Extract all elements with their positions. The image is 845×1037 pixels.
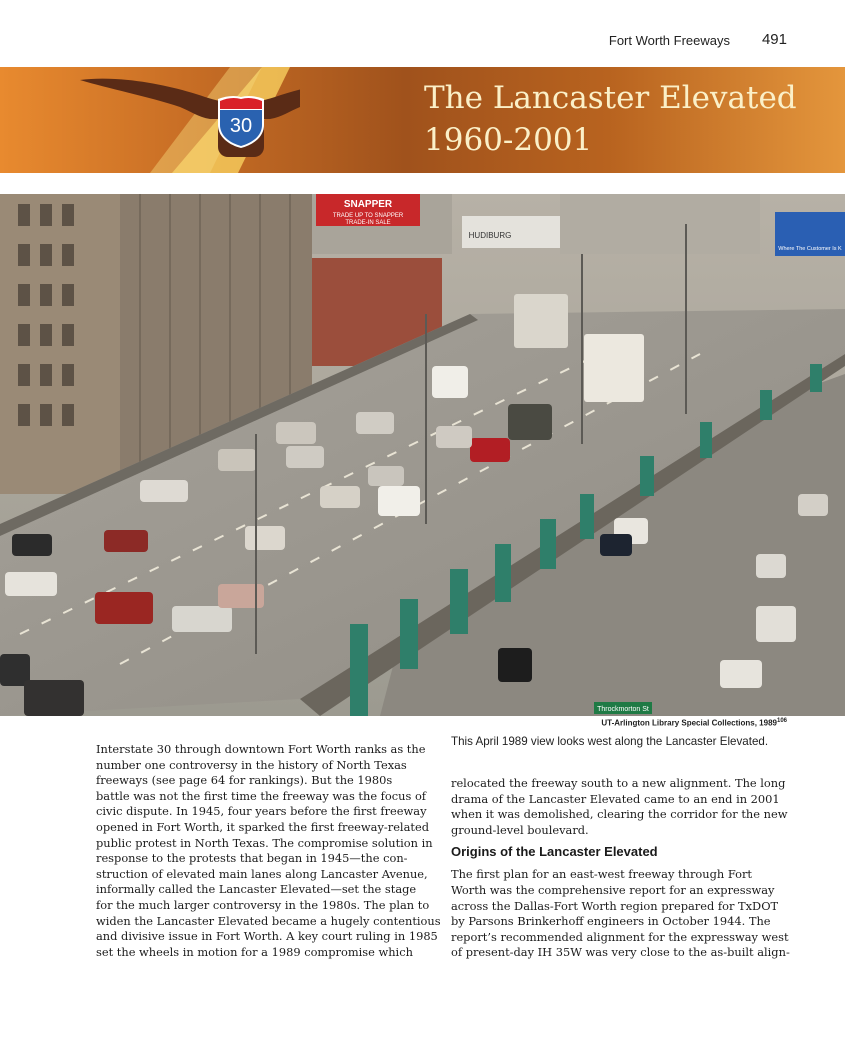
body-line: The first plan for an east-west freeway through Fort: [451, 867, 752, 882]
body-line: widen the Lancaster Elevated became a hugely contentious: [96, 913, 441, 928]
body-line: for the much larger controversy in the 1980s. The plan to: [96, 897, 430, 912]
body-line: by Parsons Brinkerhoff engineers in October 1944. The: [451, 914, 771, 929]
body-line: struction of elevated main lanes along Lancaster Avenue,: [96, 866, 428, 881]
svg-text:SNAPPER: SNAPPER: [343, 199, 393, 210]
body-line: across the Dallas-Fort Worth region prepared for TxDOT: [451, 898, 779, 913]
running-title: Fort Worth Freeways: [608, 33, 730, 48]
photo-credit-note: 106: [776, 718, 787, 724]
body-line: public protest in North Texas. The compromise solution in: [96, 835, 433, 850]
body-line: Interstate 30 through downtown Fort Worth ranks as the: [96, 742, 426, 756]
photo-credit-text: UT-Arlington Library Special Collections, 1989: [601, 718, 777, 728]
body-line: battle was not the first time the freeway was the focus of: [96, 788, 427, 803]
running-head: [0, 31, 845, 51]
section-heading: Origins of the Lancaster Elevated: [451, 844, 658, 860]
photo-credit: [601, 718, 787, 728]
body-line: set the wheels in motion for a 1989 compromise which: [96, 944, 413, 959]
svg-text:Where The Customer Is K: Where The Customer Is K: [778, 246, 842, 252]
svg-text:HUDIBURG: HUDIBURG: [468, 231, 512, 240]
svg-text:TRADE-IN SALE: TRADE-IN SALE: [345, 220, 391, 226]
chapter-title: [424, 77, 797, 161]
body-line: freeways (see page 64 for rankings). But the 1980s: [96, 773, 393, 788]
body-line: when it was demolished, clearing the corridor for the new: [451, 807, 788, 822]
photo-caption: This April 1989 view looks west along the Lancaster Elevated.: [451, 735, 769, 748]
chapter-banner: [0, 67, 845, 173]
body-line: Worth was the comprehensive report for an expressway: [451, 882, 775, 897]
svg-text:TRADE UP TO SNAPPER: TRADE UP TO SNAPPER: [332, 213, 404, 219]
page-number: 491: [761, 31, 787, 48]
body-line: drama of the Lancaster Elevated came to an end in 2001: [451, 791, 780, 806]
body-line: relocated the freeway south to a new alignment. The long: [451, 776, 786, 790]
body-line: and divisive issue in Fort Worth. A key court ruling in 1985: [96, 929, 438, 944]
freeway-photo: [0, 194, 845, 716]
body-line: number one controversy in the history of North Texas: [96, 757, 407, 772]
left-column: [96, 742, 441, 960]
body-line: informally called the Lancaster Elevated—set the stage: [96, 882, 417, 897]
freeway-photo-illustration: [0, 194, 845, 716]
body-line: opened in Fort Worth, it sparked the first freeway-related: [96, 819, 429, 834]
body-line: civic dispute. In 1945, four years before the first freeway: [96, 804, 427, 819]
right-column: [451, 776, 791, 961]
chapter-title-line2: 1960-2001: [424, 122, 593, 158]
body-line: ground-level boulevard.: [451, 822, 589, 837]
svg-text:Throckmorton St: Throckmorton St: [597, 706, 649, 713]
body-line: response to the protests that began in 1945—the con-: [96, 851, 408, 866]
body-line: report’s recommended alignment for the expressway west: [451, 929, 789, 944]
interstate-shield-icon: [216, 95, 266, 149]
shield-number: 30: [229, 115, 253, 137]
chapter-title-line1: The Lancaster Elevated: [424, 80, 797, 116]
body-line: of present-day IH 35W was very close to the as-built align-: [451, 945, 790, 960]
